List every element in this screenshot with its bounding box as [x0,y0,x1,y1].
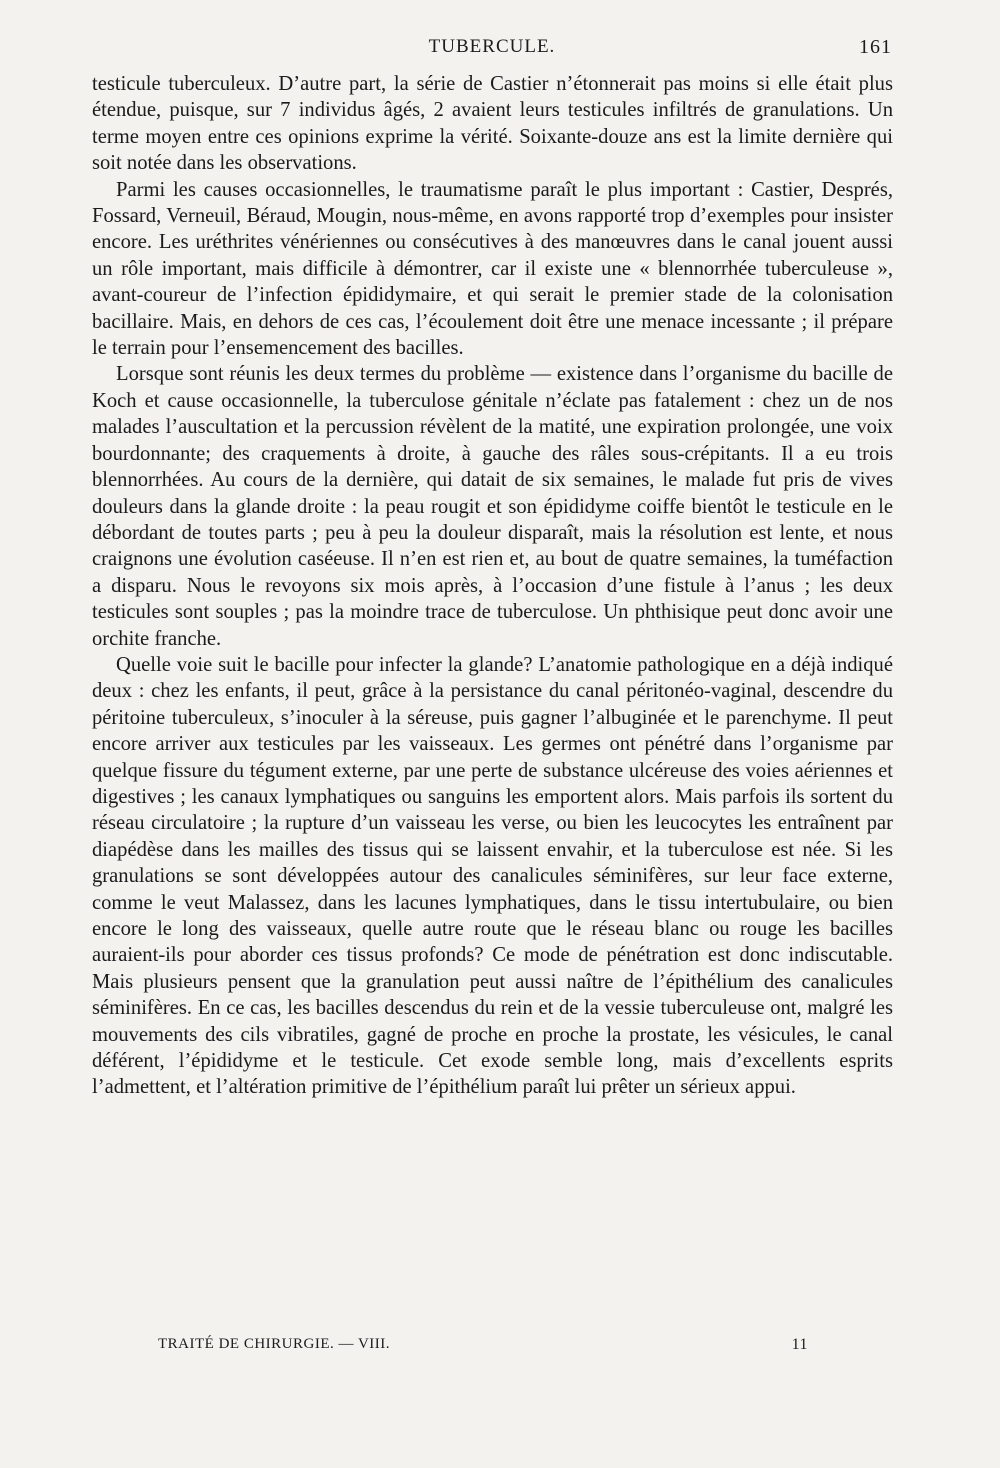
page-number: 161 [859,36,892,58]
signature-mark: 11 [791,1336,808,1353]
paragraph-continuation: testicule tuberculeux. D’autre part, la série de Castier n’étonnerait pas moins si elle était plus étendue, puisque, sur 7 individus âgés, 2 avaient leurs testicules infiltrés de granulations. Un terme moyen entre ces opinions exprime la vérité. Soixante-douze ans est la limite dernière qui soit notée dans les observations. [92,73,893,175]
body-text [92,71,893,1101]
paragraph-causes: Parmi les causes occasionnelles, le traumatisme paraît le plus important : Castier, Després, Fossard, Verneuil, Béraud, Mougin, nous-même, en avons rapporté trop d’exemples pour insister encore. Les uréthrites vénériennes ou consécutives à des manœuvres dans le canal jouent aussi un rôle important, mais difficile à démontrer, car il existe une « blennorrhée tuberculeuse », avant-coureur de l’infection épididymaire, et qui serait le premier stade de la colonisation bacillaire. Mais, en dehors de ces cas, l’écoulement doit être une menace incessante ; il prépare le terrain pour l’ensemencement des bacilles. [92,178,893,360]
running-header [92,36,892,66]
paragraph-infection-routes: Quelle voie suit le bacille pour infecter la glande? L’anatomie pathologique en a déjà indiqué deux : chez les enfants, il peut, grâce à la persistance du canal péritonéo-vaginal, descendre du péritoine tuberculeux, s’inoculer à la séreuse, puis gagner l’albuginée et le parenchyme. Il peut encore arriver aux testicules par les vaisseaux. Les germes ont pénétré dans l’organisme par quelque fissure du tégument externe, par une perte de substance ulcéreuse des voies aériennes et digestives ; les canaux lymphatiques ou sanguins les emportent alors. Mais parfois ils sortent du réseau circulatoire ; la rupture d’un vaisseau les verse, ou bien les leucocytes les entraînent par diapédèse dans les mailles des tissus qui se laissent envahir, et la tuberculose est née. Si les granulations se sont développées autour des canalicules séminifères, sur leur face externe, comme le veut Malassez, dans les lacunes lymphatiques, dans le tissu intertubulaire, ou bien encore le long des vaisseaux, quelle autre route que le réseau blanc ou rouge les bacilles auraient-ils pour aborder ces tissus profonds? Ce mode de pénétration est donc indiscutable. Mais plusieurs pensent que la granulation peut aussi naître de l’épithélium des canalicules séminifères. En ce cas, les bacilles descendus du rein et de la vessie tuberculeuse ont, malgré les mouvements des cils vibratiles, gagné de proche en proche la prostate, les vésicules, le canal déférent, l’épididyme et le testicule. Cet exode semble long, mais d’excellents esprits l’admettent, et l’altération primitive de l’épithélium paraît lui prêter un sérieux appui. [92,653,893,1099]
paragraph-case-report: Lorsque sont réunis les deux termes du problème — existence dans l’organisme du bacille de Koch et cause occasionnelle, la tuberculose génitale n’éclate pas fatalement : chez un de nos malades l’auscultation et la percussion révèlent de la matité, une expiration prolongée, une voix bourdonnante; des craquements à droite, à gauche des râles sous-crépitants. Il a eu trois blennorrhées. Au cours de la dernière, qui datait de six semaines, le malade fut pris de vives douleurs dans la glande droite : la peau rougit et son épididyme coiffe bientôt le testicule en le débordant de toutes parts ; peu à peu la douleur disparaît, mais la résolution est lente, et nous craignons une évolution caséeuse. Il n’en est rien et, au bout de quatre semaines, la tuméfaction a disparu. Nous le revoyons six mois après, à l’occasion d’une fistule à l’anus ; les deux testicules sont souples ; pas la moindre trace de tuberculose. Un phthisique peut donc avoir une orchite franche. [92,363,893,650]
footer-book-title: TRAITÉ DE CHIRURGIE. — VIII. [158,1336,391,1352]
running-title: TUBERCULE. [428,36,556,57]
page-footer [158,1336,808,1362]
